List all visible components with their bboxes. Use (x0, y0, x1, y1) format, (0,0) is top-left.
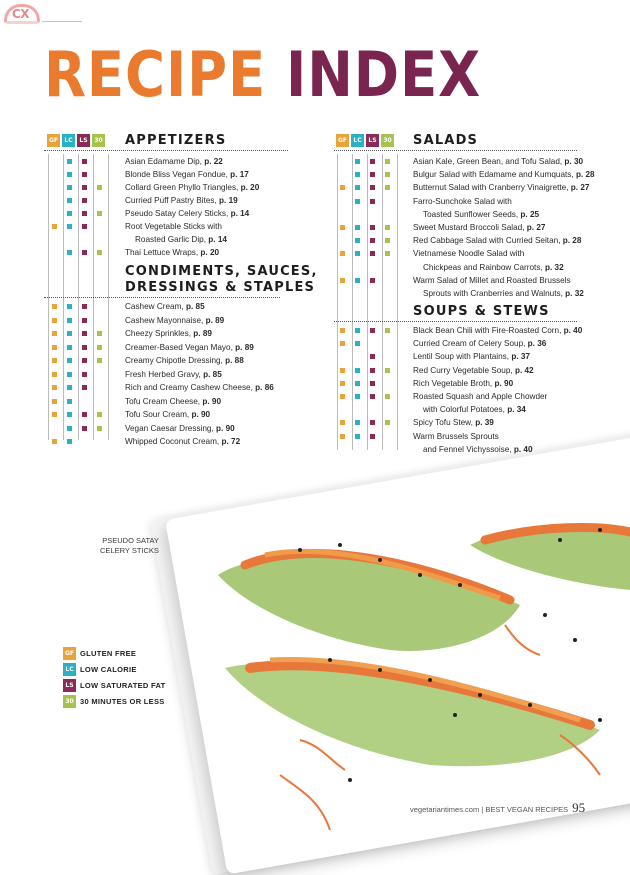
recipe-name: Roasted Squash and Apple Chowder (413, 392, 548, 401)
thirty-minutes-badge: 30 (92, 134, 105, 147)
page-ref: p. 89 (235, 342, 254, 352)
footer-separator: | (479, 805, 486, 814)
recipe-name: Vietnamese Noodle Salad with (413, 249, 525, 259)
recipe-name: Roasted Garlic Dip, (135, 235, 209, 244)
page-ref: p. 19 (219, 196, 238, 205)
recipe-name: Root Vegetable Sticks with (125, 222, 222, 231)
recipe-name: Vegan Caesar Dressing, (125, 423, 217, 433)
recipe-name: Creamy Chipotle Dressing, (125, 356, 226, 365)
legend-label: GLUTEN FREE (80, 648, 137, 658)
legend-row-thirty-minutes (63, 693, 166, 709)
recipe-name: Tofu Cream Cheese, (125, 396, 203, 406)
page-number: 95 (572, 800, 586, 815)
recipe-name: Cashew Mayonnaise, (125, 315, 206, 325)
recipe-name: Whipped Coconut Cream, (125, 437, 222, 446)
recipe-name: Collard Green Phyllo Triangles, (125, 183, 241, 192)
low-calorie-badge: LC (62, 134, 75, 147)
page-ref: p. 28 (575, 170, 595, 180)
page-ref: p. 20 (200, 248, 220, 257)
page-ref: p. 89 (193, 329, 212, 338)
recipe-name: Tofu Sour Cream, (125, 410, 192, 419)
recipe-name: and Fennel Vichyssoise, (423, 444, 514, 454)
recipe-name: Warm Brussels Sprouts (413, 431, 499, 441)
condiments-heading-line1: CONDIMENTS, SAUCES, (125, 264, 318, 279)
page-ref: p. 90 (191, 410, 211, 419)
recipe-name: Sprouts with Cranberries and Walnuts, (423, 289, 566, 298)
gluten-free-badge: GF (63, 647, 76, 660)
legend-row-low-calorie (63, 661, 166, 677)
recipe-name: with Colorful Potatoes, (423, 405, 508, 415)
low-calorie-badge: LC (351, 134, 364, 147)
page-ref: p. 14 (208, 235, 227, 244)
legend-label: LOW SATURATED FAT (80, 680, 166, 690)
page-ref: p. 90 (494, 378, 514, 388)
page-ref: p. 30 (564, 157, 584, 166)
recipe-name: Creamer-Based Vegan Mayo, (125, 342, 236, 352)
page-ref: p. 32 (565, 289, 584, 298)
page-ref: p. 39 (475, 418, 494, 428)
celery-stick (225, 659, 600, 766)
low-saturated-fat-badge: LS (366, 134, 379, 147)
page-ref: p. 85 (185, 302, 205, 311)
low-saturated-fat-badge: LS (63, 679, 76, 692)
recipe-name: Black Bean Chili with Fire-Roasted Corn, (413, 326, 564, 335)
page-ref: p. 40 (513, 444, 533, 454)
gluten-free-badge: GF (336, 134, 349, 147)
recipe-name: Cheezy Sprinkles, (125, 329, 194, 338)
page-ref: p. 90 (216, 423, 235, 433)
page-ref: p. 88 (225, 356, 244, 365)
page-ref: p. 14 (230, 209, 250, 218)
recipe-name: Bulgur Salad with Edamame and Kumquats, (413, 170, 576, 180)
recipe-name: Asian Kale, Green Bean, and Tofu Salad, (413, 157, 565, 166)
recipe-name: Lentil Soup with Plantains, (413, 352, 512, 362)
legend (63, 645, 166, 709)
title-word-index: INDEX (286, 38, 482, 111)
gluten-free-badge: GF (47, 134, 60, 147)
page-ref: p. 32 (544, 262, 564, 272)
footer-publication: BEST VEGAN RECIPES (485, 805, 569, 814)
title-word-recipe: RECIPE (44, 38, 267, 111)
page-ref: p. 40 (563, 326, 583, 335)
page-ref: p. 25 (520, 209, 540, 219)
legend-row-low-saturated-fat (63, 677, 166, 693)
page-ref: p. 34 (507, 405, 526, 415)
page-ref: p. 37 (511, 352, 530, 362)
recipe-name: Pseudo Satay Celery Sticks, (125, 209, 231, 218)
legend-label: LOW CALORIE (80, 664, 137, 674)
page-ref: p. 27 (570, 183, 590, 193)
recipe-name: Cashew Cream, (125, 302, 186, 311)
page-ref: p. 20 (240, 183, 260, 192)
page-ref: p. 27 (526, 223, 546, 232)
recipe-name: Rich and Creamy Cashew Cheese, (125, 383, 256, 392)
thirty-minutes-badge: 30 (63, 695, 76, 708)
page-ref: p. 86 (255, 383, 274, 392)
recipe-name: Toasted Sunflower Seeds, (423, 209, 521, 219)
appetizers-heading: APPETIZERS (125, 133, 227, 148)
celery-stick (470, 524, 630, 590)
logo-text: CX (12, 7, 30, 21)
recipe-name: Rich Vegetable Broth, (413, 378, 495, 388)
condiments-heading-line2: DRESSINGS & STAPLES (125, 280, 316, 295)
legend-row-gluten-free (63, 645, 166, 661)
page-ref: p. 22 (204, 157, 223, 166)
recipe-name: Curried Cream of Celery Soup, (413, 339, 528, 349)
recipe-name: Farro-Sunchoke Salad with (413, 196, 512, 206)
recipe-name: Warm Salad of Millet and Roasted Brussels (413, 275, 571, 285)
recipe-name: Spicy Tofu Stew, (413, 418, 476, 428)
soups-heading: SOUPS & STEWS (413, 304, 550, 319)
low-saturated-fat-badge: LS (77, 134, 90, 147)
recipe-name: Sweet Mustard Broccoli Salad, (413, 223, 527, 232)
page-ref: p. 42 (514, 365, 534, 375)
celery-stick (218, 551, 520, 651)
page-ref: p. 17 (230, 170, 249, 179)
recipe-name: Blonde Bliss Vegan Fondue, (125, 170, 231, 179)
page-ref: p. 72 (221, 437, 241, 446)
page-footer (410, 800, 585, 816)
footer-site-link[interactable]: vegetariantimes.com (410, 805, 480, 814)
legend-label: 30 MINUTES OR LESS (80, 696, 165, 706)
recipe-name: Chickpeas and Rainbow Carrots, (423, 262, 545, 272)
recipe-name: Fresh Herbed Gravy, (125, 369, 204, 379)
page-ref: p. 90 (202, 396, 222, 406)
recipe-name: Asian Edamame Dip, (125, 157, 205, 166)
photo-caption: PSEUDO SATAY CELERY STICKS (100, 536, 159, 555)
low-calorie-badge: LC (63, 663, 76, 676)
page-ref: p. 28 (562, 236, 582, 246)
salads-heading: SALADS (413, 133, 479, 148)
thirty-minutes-badge: 30 (381, 134, 394, 147)
recipe-name: Thai Lettuce Wraps, (125, 248, 201, 257)
recipe-name: Curried Puff Pastry Bites, (125, 196, 220, 205)
recipe-name: Red Cabbage Salad with Curried Seitan, (413, 236, 563, 246)
page-ref: p. 89 (205, 315, 225, 325)
page-ref: p. 36 (527, 339, 547, 349)
recipe-name: Butternut Salad with Cranberry Vinaigrette, (413, 183, 571, 193)
page-ref: p. 85 (203, 369, 222, 379)
recipe-name: Red Curry Vegetable Soup, (413, 365, 515, 375)
